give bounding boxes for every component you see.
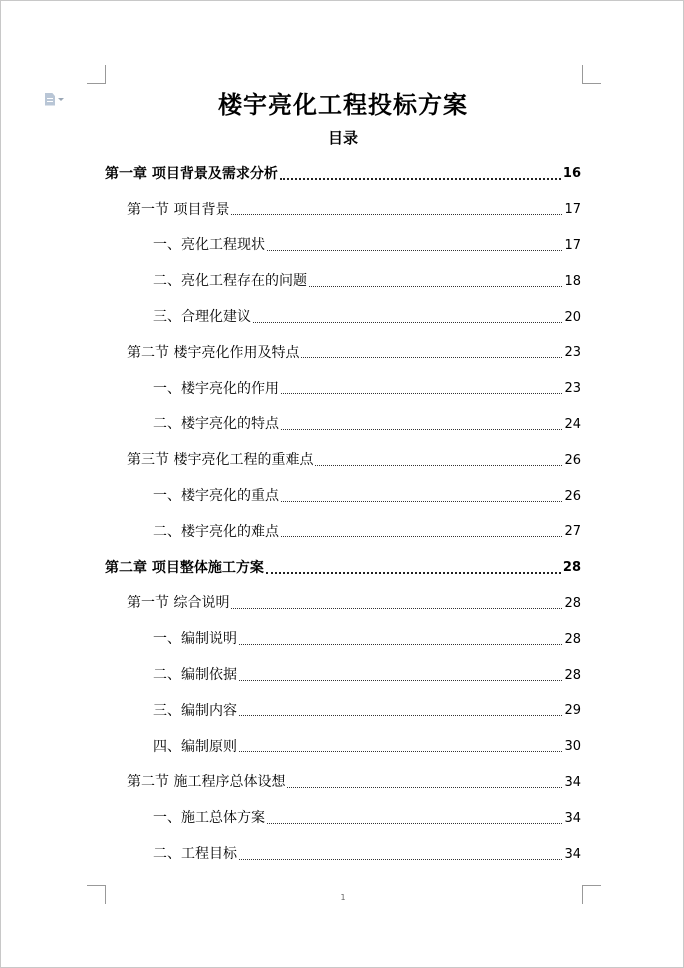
toc-entry-page[interactable]: 34 — [564, 810, 581, 826]
toc-entry[interactable] — [105, 335, 581, 371]
toc-dot-leader — [239, 644, 562, 645]
toc-dot-leader — [301, 357, 562, 358]
toc-entry-page[interactable]: 28 — [562, 560, 581, 576]
toc-entry[interactable] — [105, 550, 581, 586]
toc-dot-leader — [280, 178, 561, 180]
toc-dot-leader — [267, 250, 562, 251]
toc-entry-label[interactable]: 一、亮化工程现状 — [153, 237, 265, 254]
toc-heading: 目录 — [327, 129, 358, 147]
toc-entry-page[interactable]: 18 — [564, 273, 581, 289]
toc-entry-label[interactable]: 第三节 楼宇亮化工程的重难点 — [127, 452, 314, 469]
toc-entry-label[interactable]: 一、施工总体方案 — [153, 810, 265, 827]
toc-entry-page[interactable]: 34 — [564, 846, 581, 862]
toc-entry[interactable] — [105, 263, 581, 299]
toc-entry-page[interactable]: 17 — [564, 237, 581, 253]
toc-dot-leader — [281, 501, 562, 502]
toc-entry-label[interactable]: 二、亮化工程存在的问题 — [153, 273, 307, 290]
toc-entry-page[interactable]: 28 — [564, 595, 581, 611]
margin-corner-top-left — [87, 65, 106, 84]
toc-dot-leader — [309, 286, 562, 287]
toc-entry-page[interactable]: 34 — [564, 774, 581, 790]
toc-entry-page[interactable]: 27 — [564, 524, 581, 540]
toc-entry-page[interactable]: 16 — [562, 166, 581, 182]
toc-entry-page[interactable]: 30 — [564, 739, 581, 755]
toc-entry[interactable] — [105, 729, 581, 765]
toc-entry-label[interactable]: 四、编制原则 — [153, 738, 237, 755]
toc-dot-leader — [281, 393, 562, 394]
toc-entry-page[interactable]: 29 — [564, 703, 581, 719]
toc-entry[interactable] — [105, 442, 581, 478]
toc-entry[interactable] — [105, 836, 581, 872]
toc-entry[interactable] — [105, 371, 581, 407]
toc-entry-page[interactable]: 26 — [564, 488, 581, 504]
toc-entry-label[interactable]: 二、楼宇亮化的特点 — [153, 416, 279, 433]
toc-entry[interactable] — [105, 586, 581, 622]
toc-dot-leader — [231, 608, 562, 609]
toc-entry-label[interactable]: 第一节 综合说明 — [127, 595, 230, 612]
toc-entry-page[interactable]: 28 — [564, 631, 581, 647]
toc-entry[interactable] — [105, 299, 581, 335]
toc-entry-label[interactable]: 一、楼宇亮化的作用 — [153, 380, 279, 397]
toc-entry-page[interactable]: 23 — [564, 381, 581, 397]
toc-entry-label[interactable]: 第二节 楼宇亮化作用及特点 — [127, 344, 300, 361]
toc-dot-leader — [281, 536, 562, 537]
toc-entry[interactable] — [105, 407, 581, 443]
toc-entry-page[interactable]: 24 — [564, 416, 581, 432]
toc-entry[interactable] — [105, 228, 581, 264]
toc-entry[interactable] — [105, 478, 581, 514]
toc-entry-label[interactable]: 二、编制依据 — [153, 667, 237, 684]
toc-entry-label[interactable]: 第二章 项目整体施工方案 — [105, 559, 264, 576]
toc-dot-leader — [239, 751, 562, 752]
toc-entry[interactable] — [105, 800, 581, 836]
toc-entry-label[interactable]: 二、工程目标 — [153, 846, 237, 863]
document-title: 楼宇亮化工程投标方案 — [218, 90, 468, 119]
toc-entry-label[interactable]: 第一节 项目背景 — [127, 201, 230, 218]
toc-dot-leader — [231, 214, 562, 215]
toc-entry-label[interactable]: 一、编制说明 — [153, 631, 237, 648]
toc-dot-leader — [239, 680, 562, 681]
toc-entry-label[interactable]: 三、合理化建议 — [153, 309, 251, 326]
toc-entry-page[interactable]: 20 — [564, 309, 581, 325]
toc-entry[interactable] — [105, 621, 581, 657]
toc-dot-leader — [315, 465, 562, 466]
toc-dot-leader — [266, 572, 561, 574]
toc-dot-leader — [239, 715, 562, 716]
toc-entry[interactable] — [105, 514, 581, 550]
toc-entry[interactable] — [105, 657, 581, 693]
toc-entry-page[interactable]: 28 — [564, 667, 581, 683]
toc-dot-leader — [267, 823, 562, 824]
toc-entry-label[interactable]: 三、编制内容 — [153, 702, 237, 719]
page-number: 1 — [340, 893, 346, 902]
toc-dot-leader — [253, 322, 562, 323]
toc-entry[interactable] — [105, 693, 581, 729]
toc-entry-label[interactable]: 一、楼宇亮化的重点 — [153, 488, 279, 505]
toc-entry[interactable] — [105, 192, 581, 228]
toc-entry[interactable] — [105, 765, 581, 801]
toc-dot-leader — [239, 859, 562, 860]
toc-entry-page[interactable]: 23 — [564, 345, 581, 361]
toc-entry-page[interactable]: 17 — [564, 202, 581, 218]
toc-entry-label[interactable]: 第一章 项目背景及需求分析 — [105, 165, 278, 182]
toc-entry-label[interactable]: 二、楼宇亮化的难点 — [153, 523, 279, 540]
toc-entry-page[interactable]: 26 — [564, 452, 581, 468]
margin-corner-top-right — [582, 65, 601, 84]
toc-dot-leader — [287, 787, 562, 788]
toc-dot-leader — [281, 429, 562, 430]
toc-entry[interactable] — [105, 156, 581, 192]
table-of-contents — [105, 156, 581, 872]
toc-entry-label[interactable]: 第二节 施工程序总体设想 — [127, 774, 286, 791]
